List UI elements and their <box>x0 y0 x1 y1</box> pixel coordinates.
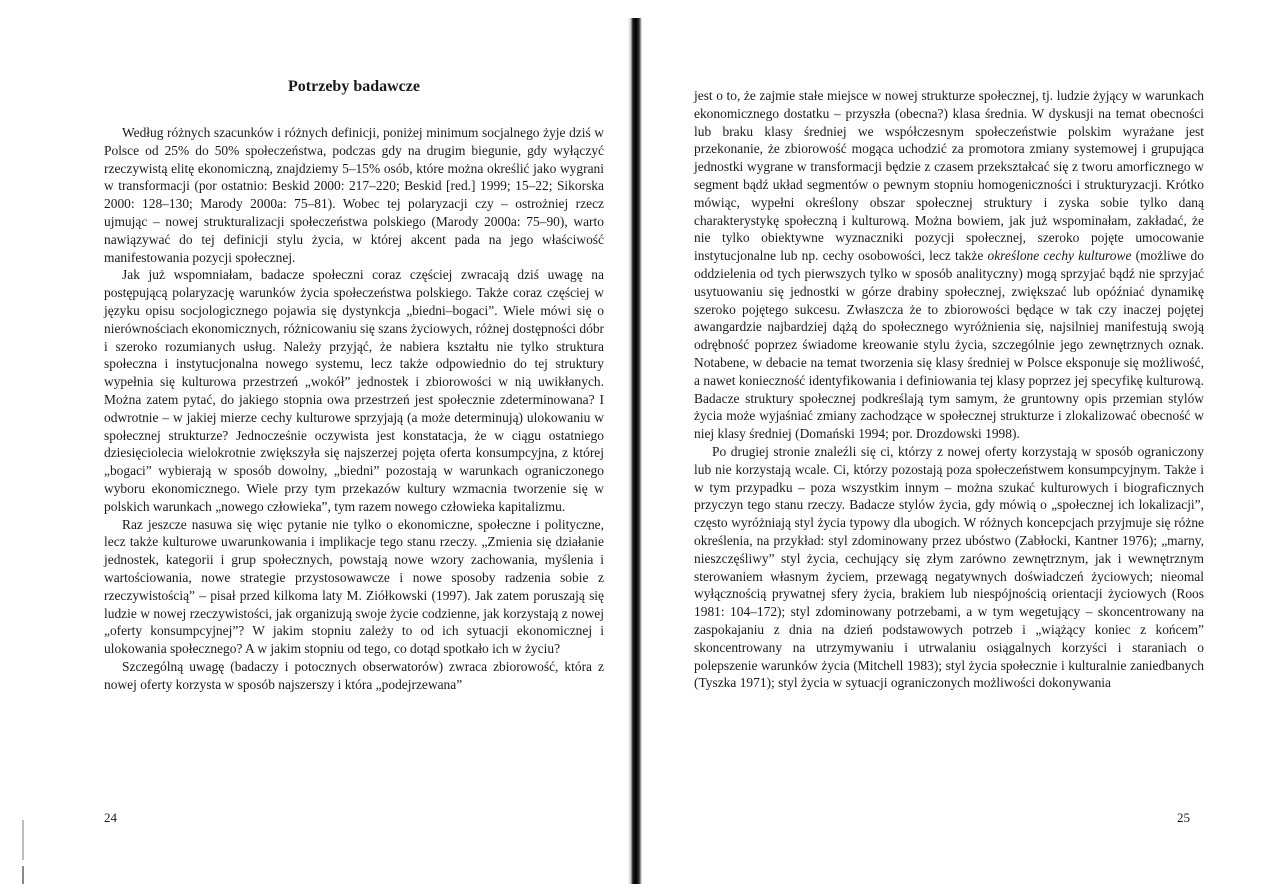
right-page <box>642 0 1262 894</box>
paragraph: Raz jeszcze nasuwa się więc pytanie nie tylko o ekonomiczne, społeczne i polityczne, lecz także kulturowe uwarunkowania i implikacje tego stanu rzeczy. „Zmienia się działanie jednostek, kategorii i grup społecznych, powstają nowe wzory zachowania, myślenia i wartościowania, nowe strategie przystosowawcze i nowe sposoby radzenia sobie z rzeczywistością” – pisał przed kilkoma laty M. Ziółkowski (1997). Jak zatem poruszają się ludzie w nowej rzeczywistości, jak organizują swoje życie codzienne, jak korzystają z nowej „oferty konsumpcyjnej”? W jakim stopniu zależy to od ich sytuacji ekonomicznej i ulokowania społecznego? A w jakim stopniu od tego, co dotąd spotkało ich w życiu? <box>104 516 604 657</box>
paragraph <box>694 87 1204 443</box>
paragraph: Według różnych szacunków i różnych definicji, poniżej minimum socjalnego żyje dziś w Polsce od 25% do 50% społeczeństwa, podczas gdy na drugim biegunie, gdy wyłączyć rzeczywistą elitę ekonomiczną, znajdziemy 5–15% osób, które można określić jako wygrani w transformacji (por ostatnio: Beskid 2000: 217–220; Beskid [red.] 1999; 15–22; Sikorska 2000: 128–130; Marody 2000a: 75–81). Wobec tej polaryzacji czy – ostrożniej rzecz ujmując – nowej strukturalizacji społeczeństwa polskiego (Marody 2000a: 75–90), warto nawiązywać do tej definicji stylu życia, w której akcent pada na jego właściwość manifestowania pozycji społecznej. <box>104 125 604 265</box>
paragraph: Po drugiej stronie znaleźli się ci, którzy z nowej oferty korzystają w sposób ograniczony lub nie korzystają wcale. Ci, którzy pozostają poza społeczeństwem konsumpcyjnym. Także i w tym przypadku – poza wszystkim innym – można szukać kulturowych i biograficznych przyczyn tego stanu rzeczy. Badacze stylów życia, gdy mówią o „społecznej ich lokalizacji”, często wyróżniają styl życia typowy dla ubogich. W różnych koncepcjach przyjmuje się różne określenia, na przykład: styl zdominowany przez ubóstwo (Zabłocki, Kantner 1976); „marny, nieszczęśliwy” styl życia, cechujący się złym zarówno zewnętrznym, jak i wewnętrznym sterowaniem własnym życiem, przewagą negatywnych doświadczeń życiowych; nieomal wyłącznością prywatnej sfery życia, brakiem lub niespójnością orientacji życiowych (Roos 1981: 104–172); styl zdominowany potrzebami, a w tym wegetujący – skoncentrowany na zaspokajaniu z dnia na dzień podstawowych potrzeb i „wiążący koniec z końcem” skoncentrowany na utrzymywaniu i utrwalaniu osiągalnych korzyści i staraniach o polepszenie warunków życia (Mitchell 1983); styl życia społecznie i kulturalnie zaniedbanych (Tyszka 1971); styl życia w sytuacji ograniczonych możliwości dokonywania <box>694 443 1204 691</box>
paragraph: Szczególną uwagę (badaczy i potocznych obserwatorów) zwraca zbiorowość, która z nowej oferty korzysta w sposób najszerszy i która „podejrzewana” <box>104 658 604 692</box>
right-page-body <box>694 87 1204 692</box>
emphasized-text: określone cechy kulturowe <box>987 248 1132 264</box>
scan-edge-mark <box>22 820 24 860</box>
scan-edge-mark <box>22 866 24 884</box>
paragraph-text: jest o to, że zajmie stałe miejsce w nowej strukturze społecznej, tj. ludzie żyjący w warunkach ekonomicznego dostatku – przyszła (obecna?) klasa średnia. W dyskusji na temat obecności lub braku klasy średniej we współczesnym społeczeństwie polskim wyrażane jest przekonanie, że zbiorowość mogąca uchodzić za promotora zmiany systemowej i grupująca jednostki wygrane w transformacji będzie z czasem przekształcać się z tworu amorficznego w segment bądź układ segmentów o pewnym stopniu homogeniczności i strukturyzacji. Krótko mówiąc, wypełni określony obszar społecznej struktury i zyska sobie tylko daną charakterystykę społeczną i kulturową. Można bowiem, jak już wspominałam, zakładać, że nie tylko obiektywne wyznaczniki pozycji społecznej, szeroko pojęte umocowanie instytucjonalne lub np. cechy osobowości, lecz także <box>694 88 1204 264</box>
paragraph-text: (możliwe do oddzielenia od tych pierwszych tylko w sposób analityczny) mogą sprzyjać bądź nie sprzyjać usytuowaniu się jednostki w górze drabiny społecznej, zwiększać lub opóźniać dynamikę szeroko pojętego sukcesu. Zwłaszcza że to zbiorowości będące w tak czy inaczej pojętej awangardzie najbardziej dążą do społecznego wyróżnienia się, najsilniej manifestują swoją odrębność poprzez świadome kreowanie stylu życia, szczególnie jego zewnętrznych oznak. Notabene, w debacie na temat tworzenia się klasy średniej w Polsce eksponuje się możliwość, a nawet konieczność identyfikowania i definiowania tej klasy poprzez jej specyfikę kulturową. Badacze struktury społecznej podkreślają tym samym, że gruntowny opis przemian stylów życia może wyjaśniać zmiany zachodzące w społecznej strukturze i zlokalizować obecność w niej klasy średniej (Domański 1994; por. Drozdowski 1998). <box>694 248 1204 442</box>
page-number-left: 24 <box>104 810 117 825</box>
left-page-body <box>104 124 604 694</box>
paragraph: Jak już wspomniałam, badacze społeczni coraz częściej zwracają dziś uwagę na postępującą polaryzację warunków życia społeczeństwa polskiego. Także coraz częściej w języku opisu socjologicznego pojawia się dystynkcja „biedni–bogaci”. Wiele mówi się o nierównościach ekonomicznych, różnicowaniu się szans życiowych, różnej dostępności dóbr i szeroko rozumianych usług. Należy przyjąć, że nabiera kształtu nie tylko struktura społeczna i instytucjonalna nowego systemu, lecz także odpowiednio do tej struktury wypełnia się kulturowa przestrzeń „wokół” jednostek i zbiorowości w nią uwikłanych. Można zatem pytać, do jakiego stopnia owa przestrzeń jest społecznie zdeterminowana? I odwrotnie – w jakiej mierze cechy kulturowe sprzyjają (a może determinują) ulokowaniu w społecznej strukturze? Jednocześnie oczywista jest konstatacja, że w ciągu ostatniego dziesięciolecia wielokrotnie zwiększyła się najszerzej pojęta oferta konsumpcyjna, z której „bogaci” wybierają w sposób dowolny, „biedni” pozostają w warunkach ograniczonego wyboru ekonomicznego. Wiele przy tym przekazów kultury wzmacnia tworzenie się w polskich warunkach „nowego człowieka”, tym razem nowego człowieka kapitalizmu. <box>104 267 605 514</box>
left-page <box>0 0 628 894</box>
chapter-title: Potrzeby badawcze <box>288 78 420 95</box>
book-spine <box>628 18 642 884</box>
page-number-right: 25 <box>1177 810 1190 825</box>
